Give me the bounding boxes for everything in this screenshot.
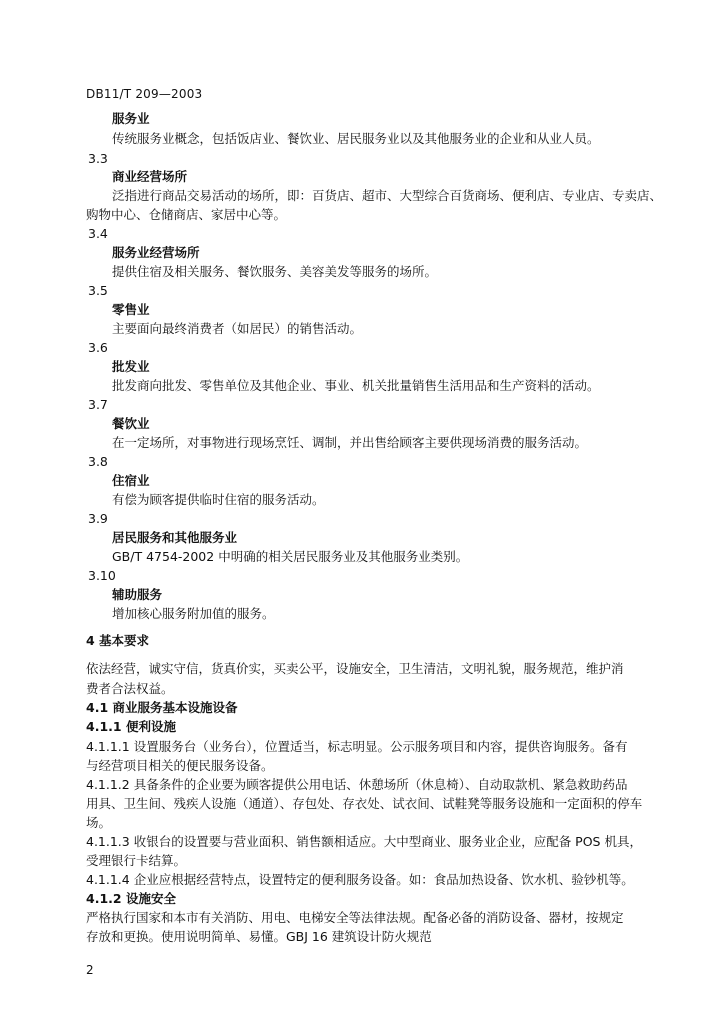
term-title: 服务业 xyxy=(112,111,150,126)
clause-number: 3.5 xyxy=(88,283,108,298)
term-definition: 提供住宿及相关服务、餐饮服务、美容美发等服务的场所。 xyxy=(112,264,438,279)
term-title: 住宿业 xyxy=(112,473,150,488)
term-definition: 传统服务业概念，包括饭店业、餐饮业、居民服务业以及其他服务业的企业和从业人员。 xyxy=(112,131,600,146)
term-title: 居民服务和其他服务业 xyxy=(112,530,238,545)
term-definition: 在一定场所，对事物进行现场烹饪、调制，并出售给顾客主要供现场消费的服务活动。 xyxy=(112,435,588,450)
subsection-heading: 4.1.2 设施安全 xyxy=(86,891,176,906)
term-definition: 主要面向最终消费者（如居民）的销售活动。 xyxy=(112,321,363,336)
subsection-heading: 4.1 商业服务基本设施设备 xyxy=(86,700,238,715)
clause-number: 3.4 xyxy=(88,226,108,241)
clause-paragraph: 4.1.1.1 设置服务台（业务台），位置适当，标志明显。公示服务项目和内容，提供咨询服务。备有 xyxy=(86,739,628,754)
term-title: 商业经营场所 xyxy=(112,169,188,184)
document-code-header: DB11/T 209—2003 xyxy=(86,87,203,101)
clause-number: 3.3 xyxy=(88,151,108,166)
clause-paragraph-cont: 场。 xyxy=(86,815,112,830)
paragraph-cont: 费者合法权益。 xyxy=(86,681,174,696)
clause-number: 3.8 xyxy=(88,454,108,469)
term-title: 餐饮业 xyxy=(112,416,150,431)
page-number: 2 xyxy=(86,963,94,977)
clause-paragraph: 4.1.1.3 收银台的设置要与营业面积、销售额相适应。大中型商业、服务业企业，应配备 POS 机具， xyxy=(86,834,642,849)
paragraph: 依法经营，诚实守信，货真价实，买卖公平，设施安全，卫生清洁，文明礼貌，服务规范，维护消 xyxy=(86,661,624,676)
clause-number: 3.10 xyxy=(88,568,116,583)
term-definition: GB/T 4754-2002 中明确的相关居民服务业及其他服务业类别。 xyxy=(112,549,469,564)
paragraph-cont: 存放和更换。使用说明简单、易懂。GBJ 16 建筑设计防火规范 xyxy=(86,929,432,944)
clause-paragraph-cont: 受理银行卡结算。 xyxy=(86,853,187,868)
term-definition-cont: 购物中心、仓储商店、家居中心等。 xyxy=(86,207,287,222)
clause-paragraph-cont: 用具、卫生间、残疾人设施（通道）、存包处、存衣处、试衣间、试鞋凳等服务设施和一定面积的停车 xyxy=(86,796,643,811)
section-heading: 4 基本要求 xyxy=(86,633,150,648)
term-title: 辅助服务 xyxy=(112,587,163,602)
term-definition: 泛指进行商品交易活动的场所，即：百货店、超市、大型综合百货商场、便利店、专业店、专卖店、 xyxy=(112,188,663,203)
term-title: 服务业经营场所 xyxy=(112,245,200,260)
term-definition: 增加核心服务附加值的服务。 xyxy=(112,606,275,621)
term-title: 批发业 xyxy=(112,359,150,374)
clause-number: 3.7 xyxy=(88,397,108,412)
subsection-heading: 4.1.1 便利设施 xyxy=(86,719,176,734)
clause-paragraph: 4.1.1.2 具备条件的企业要为顾客提供公用电话、休憩场所（休息椅）、自动取款机、紧急救助药品 xyxy=(86,777,628,792)
term-definition: 批发商向批发、零售单位及其他企业、事业、机关批量销售生活用品和生产资料的活动。 xyxy=(112,378,600,393)
paragraph: 严格执行国家和本市有关消防、用电、电梯安全等法律法规。配备必备的消防设备、器材，按规定 xyxy=(86,910,624,925)
term-title: 零售业 xyxy=(112,302,150,317)
clause-number: 3.9 xyxy=(88,511,108,526)
clause-number: 3.6 xyxy=(88,340,108,355)
clause-paragraph: 4.1.1.4 企业应根据经营特点，设置特定的便利服务设备。如：食品加热设备、饮水机、验钞机等。 xyxy=(86,872,634,887)
clause-paragraph-cont: 与经营项目相关的便民服务设备。 xyxy=(86,758,274,773)
term-definition: 有偿为顾客提供临时住宿的服务活动。 xyxy=(112,492,325,507)
